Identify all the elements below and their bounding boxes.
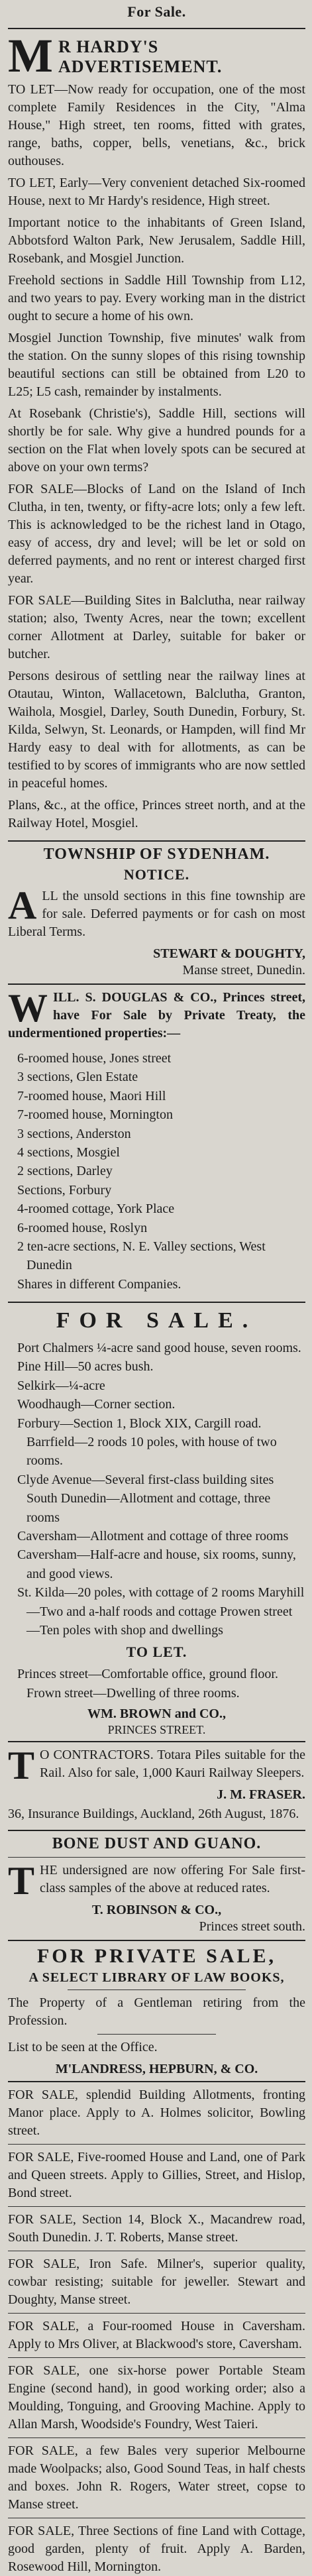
for-sale-title: FOR SALE. bbox=[56, 1308, 258, 1333]
property-item: 7-roomed house, Mornington bbox=[17, 1107, 173, 1123]
sale-item: Woodhaugh—Corner section. bbox=[17, 1397, 176, 1412]
hardy-paragraph: FOR SALE—Building Sites in Balclutha, near railway station; also, Twenty Acres, near the town; excellent corner Allotment at Darley, suitable for baker or butcher. bbox=[8, 593, 305, 661]
classified-ad: FOR SALE, a few Bales very superior Melbourne made Woolpacks; also, Good Sound Teas, in half chests and boxes. John R. Rogers, Water street, copse to Manse street. bbox=[8, 2443, 305, 2512]
hardy-paragraph: Important notice to the inhabitants of Green Island, Abbotsford Walton Park, New Jerusalem, Saddle Hill, Rosebank, and Mosgiel Junction. bbox=[8, 215, 305, 266]
law-note: List to be seen at the Office. bbox=[8, 2040, 158, 2055]
property-item: 6-roomed house, Jones street bbox=[17, 1051, 172, 1066]
sale-item: Caversham—Half-acre and house, six rooms, sunny, and good views. bbox=[17, 1547, 296, 1581]
divider bbox=[8, 2206, 305, 2207]
divider bbox=[8, 1741, 305, 1742]
classified-ad: FOR SALE, splendid Building Allotments, fronting Manor place. Apply to A. Holmes solicitor, Bowling street. bbox=[8, 2088, 305, 2139]
divider bbox=[97, 2034, 217, 2035]
property-item: 7-roomed house, Maori Hill bbox=[17, 1088, 166, 1103]
divider bbox=[8, 1940, 305, 1941]
divider bbox=[68, 1989, 246, 1990]
classified-ad: FOR SALE, Five-roomed House and Land, one of Park and Queen streets. Apply to Gillies, Street, and Hislop, Bond street. bbox=[8, 2150, 305, 2201]
mclandress-signature: M'LANDRESS, HEPBURN, & CO. bbox=[55, 2062, 258, 2077]
sydenham-signature: STEWART & DOUGHTY, bbox=[153, 946, 305, 961]
law-subtitle: A SELECT LIBRARY OF LAW BOOKS, bbox=[28, 1970, 285, 1986]
brown-address: PRINCES STREET. bbox=[107, 1723, 206, 1737]
property-item: 3 sections, Glen Estate bbox=[17, 1070, 138, 1085]
sydenham-address: Manse street, Dunedin. bbox=[182, 963, 305, 978]
sale-item: Clyde Avenue—Several first-class building sites South Dunedin—Allotment and cottage, three rooms bbox=[17, 1472, 274, 1525]
contractors-text: O CONTRACTORS. Totara Piles suitable for the Rail. Also for sale, 1,000 Kauri Railway Sleepers. bbox=[40, 1748, 305, 1781]
douglas-intro: ILL. S. DOUGLAS & CO., Princes street, have For Sale by Private Treaty, the undermentioned properties:— bbox=[8, 990, 305, 1040]
brown-signature: WM. BROWN and CO., bbox=[87, 1707, 226, 1722]
to-let-title: TO LET. bbox=[126, 1644, 187, 1661]
drop-cap: A bbox=[8, 883, 37, 927]
sydenham-title: TOWNSHIP OF SYDENHAM. bbox=[43, 846, 270, 863]
contractors-address: 36, Insurance Buildings, Auckland, 26th August, 1876. bbox=[8, 1807, 299, 1822]
law-text: The Property of a Gentleman retiring from the Profession. bbox=[8, 1995, 305, 2029]
classified-ad: FOR SALE, Three Sections of fine Land with Cottage, good garden, plenty of fruit. Apply A. Barden, Rosewood Hill, Mornington. bbox=[8, 2524, 305, 2575]
divider bbox=[8, 983, 305, 985]
douglas-listing bbox=[8, 986, 305, 1298]
property-item: 6-roomed house, Roslyn bbox=[17, 1220, 148, 1235]
contractors-notice bbox=[8, 1746, 305, 1826]
divider bbox=[8, 1302, 305, 1303]
bone-text: HE undersigned are now offering For Sale first-class samples of the above at reduced rates. bbox=[40, 1863, 305, 1896]
sale-item: Selkirk—¼-acre bbox=[17, 1378, 105, 1393]
divider bbox=[8, 2144, 305, 2145]
divider bbox=[8, 840, 305, 842]
classified-ad: FOR SALE, a Four-roomed House in Caversham. Apply to Mrs Oliver, at Blackwood's store, Caversham. bbox=[8, 2319, 305, 2352]
hardy-paragraph: TO LET—Now ready for occupation, one of the most complete Family Residences in the City, "Alma House," High street, ten rooms, fitted with grates, range, baths, copper, bells, venetians, &c., brick outhouses. bbox=[8, 82, 305, 168]
sale-item: Forbury—Section 1, Block XIX, Cargill road. Barrfield—2 roods 10 poles, with house of two rooms. bbox=[17, 1416, 277, 1469]
drop-cap: W bbox=[8, 986, 48, 1030]
brown-for-sale bbox=[8, 1308, 305, 1737]
let-item: Princes street—Comfortable office, ground floor. Frown street—Dwelling of three rooms. bbox=[17, 1667, 278, 1701]
property-item: 2 ten-acre sections, N. E. Valley sections, West Dunedin bbox=[17, 1239, 266, 1273]
for-sale-list bbox=[8, 1339, 305, 1640]
hardy-advertisement bbox=[8, 29, 305, 836]
property-item: 4 sections, Mosgiel bbox=[17, 1145, 120, 1160]
classified-ad: FOR SALE, Iron Safe. Milner's, superior quality, cowbar resisting; suitable for jeweller. Stewart and Doughty, Manse street. bbox=[8, 2257, 305, 2308]
property-item: Sections, Forbury bbox=[17, 1182, 112, 1198]
sale-item: Port Chalmers ¼-acre sand good house, seven rooms. bbox=[17, 1341, 301, 1356]
property-item: 4-roomed cottage, York Place bbox=[17, 1202, 175, 1217]
hardy-paragraph: Plans, &c., at the office, Princes street north, and at the Railway Hotel, Mosgiel. bbox=[8, 798, 305, 830]
property-item: 3 sections, Anderston bbox=[17, 1126, 131, 1141]
sale-item: Caversham—Allotment and cottage of three rooms bbox=[17, 1528, 289, 1543]
property-item: 2 sections, Darley bbox=[17, 1164, 113, 1179]
section-header: For Sale. bbox=[127, 3, 186, 20]
hardy-paragraph: Freehold sections in Saddle Hill Township from L12, and two years to pay. Every working man in the district ought to secure a home of his own. bbox=[8, 273, 305, 323]
douglas-property-list bbox=[8, 1049, 305, 1294]
drop-cap: M bbox=[8, 29, 53, 82]
law-title: FOR PRIVATE SALE, bbox=[36, 1945, 277, 1968]
bone-address: Princes street south. bbox=[199, 1919, 305, 1934]
divider bbox=[8, 2437, 305, 2438]
bone-title: BONE DUST AND GUANO. bbox=[52, 1835, 262, 1853]
sale-item: St. Kilda—20 poles, with cottage of 2 rooms Maryhill—Two and a-half roods and cottage Prowen street—Ten poles with shop and dwellings bbox=[17, 1585, 305, 1638]
classified-ad: FOR SALE, one six-horse power Portable Steam Engine (second hand), in good working order; also a Moulding, Tonguing, and Grooving Machine. Apply to Allan Marsh, Woodside's Foundry, West Taieri. bbox=[8, 2363, 305, 2432]
sydenham-text: LL the unsold sections in this fine township are for sale. Deferred payments or for cash on most Liberal Terms. bbox=[8, 889, 305, 939]
property-item: Shares in different Companies. bbox=[17, 1276, 182, 1292]
hardy-paragraph: FOR SALE—Blocks of Land on the Island of Inch Clutha, in ten, twenty, or fifty-acre lots; only a few left. This is acknowledged to be the richest land in Otago, easy of access, dry and level; will be let or sold on deferred payments, and no rent or interest charged first year. bbox=[8, 482, 305, 586]
divider bbox=[8, 2081, 305, 2082]
hardy-title: R HARDY'S ADVERTISEMENT. bbox=[58, 37, 223, 76]
divider bbox=[8, 1857, 305, 1858]
small-ads bbox=[8, 2086, 305, 2576]
sydenham-notice-label: NOTICE. bbox=[123, 866, 190, 883]
divider bbox=[8, 1830, 305, 1831]
divider bbox=[8, 2313, 305, 2314]
to-let-list bbox=[8, 1665, 305, 1703]
drop-cap: T bbox=[8, 1744, 35, 1788]
sydenham-notice bbox=[8, 846, 305, 980]
hardy-paragraph: Mosgiel Junction Township, five minutes' walk from the station. On the sunny slopes of this rising township beautiful sections can still be obtained from L20 to L25; L5 cash, remainder by instalments. bbox=[8, 331, 305, 399]
classified-ad: FOR SALE, Section 14, Block X., Macandrew road, South Dunedin. J. T. Roberts, Manse street. bbox=[8, 2212, 305, 2245]
hardy-paragraph: TO LET, Early—Very convenient detached Six-roomed House, next to Mr Hardy's residence, High street. bbox=[8, 176, 305, 208]
divider bbox=[8, 2357, 305, 2358]
drop-cap: T bbox=[8, 1859, 35, 1903]
hardy-paragraphs bbox=[8, 81, 305, 832]
bone-dust-notice bbox=[8, 1835, 305, 1936]
bone-signature: T. ROBINSON & CO., bbox=[91, 1903, 222, 1918]
sale-item: Pine Hill—50 acres bush. bbox=[17, 1359, 154, 1374]
contractors-signature: J. M. FRASER. bbox=[217, 1787, 305, 1803]
hardy-paragraph: At Rosebank (Christie's), Saddle Hill, sections will shortly be for sale. Why give a hundred pounds for a section on the Flat when lovely spots can be secured at above on your own terms? bbox=[8, 406, 305, 475]
hardy-paragraph: Persons desirous of settling near the railway lines at Otautau, Winton, Wallacetown, Balclutha, Granton, Waihola, Mosgiel, Darley, South Dunedin, Forbury, St. Kilda, Selwyn, St. Leonards, or Hampden, will find Mr Hardy easy to deal with for allotments, as can be testified to by scores of immigrants who are now settled in peaceful homes. bbox=[8, 669, 305, 791]
law-books-notice bbox=[8, 1945, 305, 2077]
